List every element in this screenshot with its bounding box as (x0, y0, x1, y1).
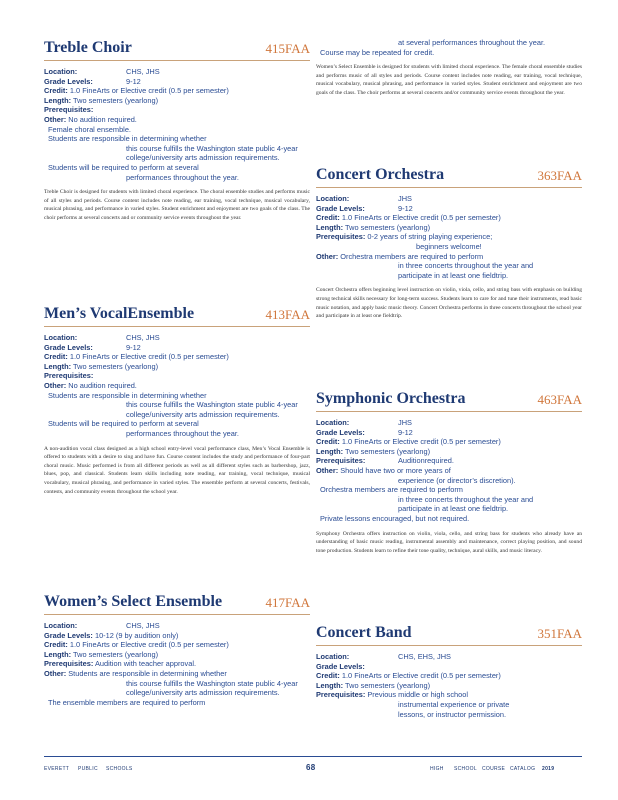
note-indent-line: college/university arts admission requirements. (126, 409, 280, 419)
course-title: Women’s Select Ensemble (44, 593, 223, 610)
length-value: Two semesters (yearlong) (345, 222, 431, 232)
prereq-value: Previous middle or high school (367, 690, 469, 700)
other-indent-line: participate in at least one fieldtrip. (398, 270, 509, 280)
location-value: CHS, EHS, JHS (398, 652, 451, 661)
other-value: Orchestra members are required to perform (340, 251, 484, 261)
credit-label: Credit: (44, 86, 68, 96)
course-header (44, 302, 310, 327)
course-description: Women’s Select Ensemble is designed for students with limited choral experience. The female choral ensemble studies and performs music of all styles and periods. Course content includes note reading, ear training, vocal technique, musical vocabulary, musical phrasing, and performance in varied styles. Student enrichment and enjoyment are two goals of the class. The choir performs at several concerts and/or community service events throughout the year. (316, 64, 583, 96)
course-treble-choir (44, 36, 310, 223)
note-indent-line: this course fulfills the Washington state public 4-year (126, 400, 298, 410)
length-value: Two semesters (yearlong) (345, 680, 431, 690)
other-value: Should have two or more years of (340, 465, 451, 475)
prereq-value: Audition with teacher approval. (94, 659, 197, 669)
course-header (316, 387, 582, 412)
prereq-value: 0-2 years of string playing experience; (367, 232, 493, 242)
note-line: Female choral ensemble. (48, 124, 131, 134)
other-value: No audition required. (68, 114, 137, 124)
course-concert-band (316, 621, 582, 719)
grade-value: 10-12 (9 by audition only) (94, 630, 179, 640)
grade-label: Grade Levels: (316, 203, 365, 213)
credit-label: Credit: (316, 437, 340, 447)
course-header (316, 621, 582, 646)
perform-line: Students will be required to perform at several (48, 162, 199, 172)
repeat-line: Course may be repeated for credit. (320, 47, 435, 57)
course-header (44, 36, 310, 61)
footer-left-word: PUBLIC (78, 766, 98, 772)
course-description: Treble Choir is designed for students with limited choral experience. The choral ensemble studies and performs music of all styles and periods. Course content includes note reading, ear training, vocal technique, musical vocabulary, musical phrasing, and performance in varied styles. Student enrichment and enjoyment are two goals of the class. The choir performs at several concerts and or community service events throughout the year. (44, 189, 310, 221)
prereq-label: Prerequisites: (44, 371, 94, 381)
length-label: Length: (316, 222, 344, 232)
course-meta (316, 652, 582, 719)
credit-value: 1.0 FineArts or Elective credit (0.5 per semester) (341, 671, 501, 681)
other-label: Other: (316, 251, 339, 261)
grade-value: 9-12 (126, 342, 141, 352)
footer-right-word: CATALOG (510, 766, 536, 772)
grade-label: Grade Levels: (316, 661, 365, 671)
other-value: No audition required. (68, 380, 137, 390)
prereq-label: Prerequisites: (316, 232, 366, 242)
course-womens-select-continued (316, 38, 582, 98)
page-number: 68 (306, 763, 316, 772)
perform-line: Students will be required to perform at several (48, 419, 199, 429)
credit-value: 1.0 FineArts or Elective credit (0.5 per semester) (341, 437, 501, 447)
location-label: Location: (316, 652, 350, 661)
location-label: Location: (44, 67, 78, 76)
perform-indent-line: in three concerts throughout the year and (398, 494, 534, 504)
course-description: A non-audition vocal class designed as a high school entry-level vocal performance class, Men’s Vocal Ensemble is offered to students with a desire to sing and have fun. Course content includes the study and performance of four-part choral music. Music performed is from all different periods as well as all different styles such as barbershop, jazz, blues, pop, and classical. Students learn skills including note reading, ear training, vocal technique, musical vocabulary, musical phrasing, and performance in varied styles. The ensemble perform at several concerts, festivals, contests, and community events throughout the school year. (44, 445, 310, 495)
note-line: Students are responsible in determining whether (48, 390, 207, 400)
note-indent-line: this course fulfills the Washington state public 4-year (126, 678, 298, 688)
course-description: Symphony Orchestra offers instruction on violin, viola, cello, and string bass for students who already have an understanding of basic music reading, instrumental assembly and maintenance, correct playing position, and sound tone production. Students learn to refine their tone quality, technique, aural skills, and music literacy. (316, 530, 582, 554)
grade-value: 9-12 (126, 76, 141, 86)
length-value: Two semesters (yearlong) (73, 649, 159, 659)
course-header (316, 163, 582, 188)
location-value: JHS (398, 418, 412, 427)
grade-label: Grade Levels: (316, 427, 365, 437)
perform-indent-line: performances throughout the year. (126, 428, 239, 438)
length-value: Two semesters (yearlong) (73, 361, 159, 371)
course-symphonic-orchestra (316, 387, 582, 555)
prereq-indent-line: lessons, or instructor permission. (398, 709, 507, 719)
prereq-label: Prerequisites: (44, 659, 94, 669)
note-indent-line: this course fulfills the Washington state public 4-year (126, 143, 298, 153)
length-label: Length: (44, 361, 72, 371)
course-code: 363FAA (537, 168, 582, 183)
other-label: Other: (44, 380, 67, 390)
course-title: Treble Choir (44, 39, 132, 56)
grade-value: 9-12 (398, 203, 413, 213)
location-value: CHS, JHS (126, 333, 160, 342)
footer-right-word: COURSE (482, 766, 506, 772)
course-meta (316, 418, 582, 524)
location-label: Location: (316, 418, 350, 427)
length-label: Length: (44, 649, 72, 659)
prereq-label: Prerequisites: (316, 456, 366, 466)
course-mens-vocal-ensemble (44, 302, 310, 496)
perform-indent-line: performances throughout the year. (126, 172, 239, 182)
course-title: Concert Band (316, 624, 412, 641)
other-label: Other: (316, 465, 339, 475)
course-meta (44, 333, 310, 439)
course-description: Concert Orchestra offers beginning level instruction on violin, viola, cello, and string bass with emphasis on building strong technical skills necessary for long-term success. Students learn to care for and tune their instruments, read basic music notation, and apply basic music theory. Concert Orchestra performs in three concerts throughout the school year and participate in at least one fieldtrip. (316, 287, 582, 320)
course-meta (44, 67, 310, 182)
credit-value: 1.0 FineArts or Elective credit (0.5 per semester) (69, 640, 229, 650)
credit-value: 1.0 FineArts or Elective credit (0.5 per semester) (341, 213, 501, 223)
footer-right-word: SCHOOL (454, 766, 477, 772)
grade-label: Grade Levels: (44, 342, 93, 352)
length-label: Length: (316, 680, 344, 690)
course-title: Symphonic Orchestra (316, 390, 466, 407)
perform-indent-line: participate in at least one fieldtrip. (398, 504, 509, 514)
course-meta (316, 194, 582, 280)
length-label: Length: (316, 446, 344, 456)
course-concert-orchestra (316, 163, 582, 321)
length-label: Length: (44, 95, 72, 105)
course-code: 413FAA (265, 307, 310, 322)
location-value: JHS (398, 194, 412, 203)
footer-right-word: HIGH (430, 766, 444, 772)
location-label: Location: (44, 621, 78, 630)
length-value: Two semesters (yearlong) (345, 446, 431, 456)
other-label: Other: (44, 114, 67, 124)
footer-right-word: 2019 (542, 766, 555, 772)
note-indent-line: college/university arts admission requirements. (126, 688, 280, 698)
credit-label: Credit: (44, 352, 68, 362)
perform-line: Orchestra members are required to perform (320, 485, 463, 495)
length-value: Two semesters (yearlong) (73, 95, 159, 105)
course-womens-select-ensemble (44, 590, 310, 707)
grade-value: 9-12 (398, 427, 413, 437)
course-title: Men’s VocalEnsemble (44, 305, 195, 322)
perform-line: The ensemble members are required to perform (48, 697, 206, 707)
course-meta (316, 38, 582, 57)
note-line: Students are responsible in determining whether (48, 134, 207, 144)
credit-value: 1.0 FineArts or Elective credit (0.5 per semester) (69, 86, 229, 96)
grade-label: Grade Levels: (44, 630, 93, 640)
other-indent-line: experience (or director’s discretion). (398, 475, 516, 485)
course-title: Concert Orchestra (316, 166, 445, 183)
prereq-value: Auditionrequired. (398, 456, 454, 466)
other-label: Other: (44, 668, 67, 678)
prereq-label: Prerequisites: (44, 105, 94, 115)
other-value: Students are responsible in determining whether (68, 668, 227, 678)
location-label: Location: (316, 194, 350, 203)
location-label: Location: (44, 333, 78, 342)
prereq-label: Prerequisites: (316, 690, 366, 700)
prereq-indent-line: beginners welcome! (416, 241, 482, 251)
footer-left-word: EVERETT (44, 766, 70, 772)
credit-value: 1.0 FineArts or Elective credit (0.5 per semester) (69, 352, 229, 362)
grade-label: Grade Levels: (44, 76, 93, 86)
note-indent-line: college/university arts admission requirements. (126, 153, 280, 163)
page-footer (44, 756, 582, 779)
course-header (44, 590, 310, 615)
location-value: CHS, JHS (126, 67, 160, 76)
lessons-line: Private lessons encouraged, but not required. (320, 513, 470, 523)
prereq-indent-line: instrumental experience or private (398, 699, 510, 709)
course-meta (44, 621, 310, 707)
perform-indent-line: at several performances throughout the year. (398, 38, 546, 47)
course-code: 417FAA (265, 595, 310, 610)
other-indent-line: in three concerts throughout the year and (398, 261, 534, 271)
location-value: CHS, JHS (126, 621, 160, 630)
footer-left-word: SCHOOLS (106, 766, 133, 772)
credit-label: Credit: (316, 213, 340, 223)
course-code: 463FAA (537, 392, 582, 407)
course-code: 351FAA (537, 626, 582, 641)
course-code: 415FAA (265, 41, 310, 56)
credit-label: Credit: (316, 671, 340, 681)
credit-label: Credit: (44, 640, 68, 650)
